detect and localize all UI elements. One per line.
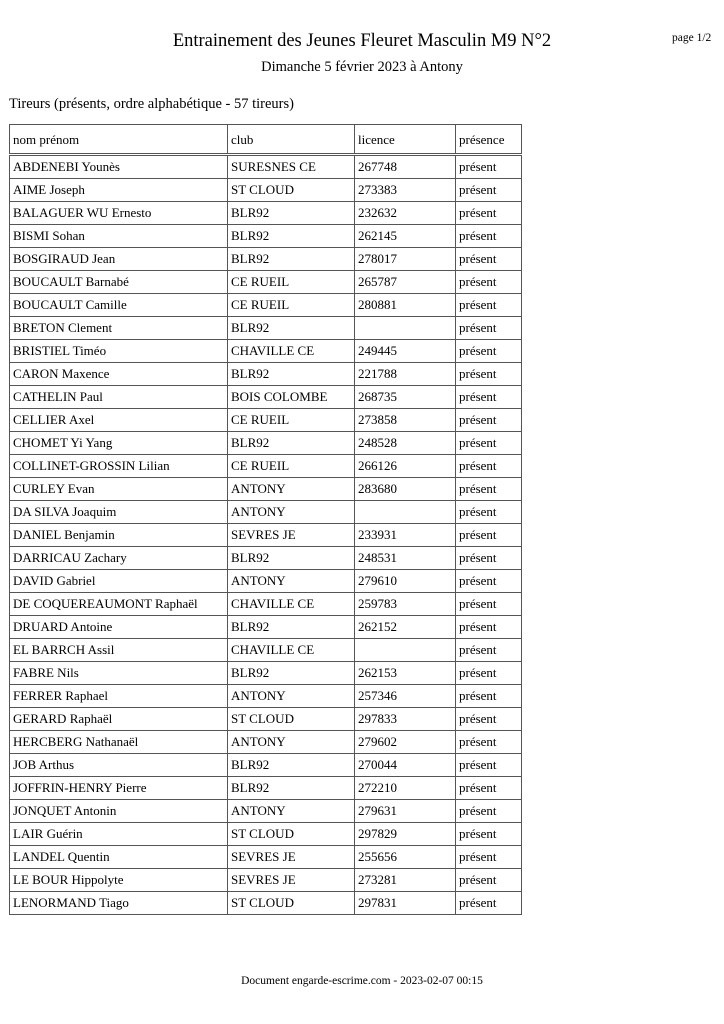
cell-licence: 257346	[355, 685, 456, 708]
cell-name: JONQUET Antonin	[10, 800, 228, 823]
table-row	[10, 892, 522, 915]
cell-name: LANDEL Quentin	[10, 846, 228, 869]
cell-club: BLR92	[228, 616, 355, 639]
cell-name: BRETON Clement	[10, 317, 228, 340]
cell-name: HERCBERG Nathanaël	[10, 731, 228, 754]
cell-club: CHAVILLE CE	[228, 639, 355, 662]
cell-licence: 273858	[355, 409, 456, 432]
cell-licence: 259783	[355, 593, 456, 616]
cell-name: BALAGUER WU Ernesto	[10, 202, 228, 225]
table-row	[10, 869, 522, 892]
cell-licence: 248531	[355, 547, 456, 570]
cell-name: BRISTIEL Timéo	[10, 340, 228, 363]
cell-presence: présent	[456, 179, 522, 202]
cell-presence: présent	[456, 731, 522, 754]
cell-licence	[355, 317, 456, 340]
cell-presence: présent	[456, 340, 522, 363]
cell-presence: présent	[456, 823, 522, 846]
cell-presence: présent	[456, 616, 522, 639]
cell-club: BLR92	[228, 432, 355, 455]
cell-name: CATHELIN Paul	[10, 386, 228, 409]
table-row	[10, 731, 522, 754]
table-row	[10, 248, 522, 271]
cell-name: DANIEL Benjamin	[10, 524, 228, 547]
cell-club: SEVRES JE	[228, 869, 355, 892]
cell-licence: 232632	[355, 202, 456, 225]
table-row	[10, 777, 522, 800]
cell-presence: présent	[456, 547, 522, 570]
table-row	[10, 202, 522, 225]
column-header-presence: présence	[456, 125, 522, 155]
cell-name: BOSGIRAUD Jean	[10, 248, 228, 271]
cell-club: BLR92	[228, 202, 355, 225]
table-row	[10, 685, 522, 708]
page-number: page 1/2	[672, 32, 712, 44]
cell-presence: présent	[456, 317, 522, 340]
table-row	[10, 363, 522, 386]
cell-presence: présent	[456, 800, 522, 823]
cell-name: LE BOUR Hippolyte	[10, 869, 228, 892]
table-row	[10, 478, 522, 501]
column-header-club: club	[228, 125, 355, 155]
cell-club: BLR92	[228, 225, 355, 248]
cell-name: ABDENEBI Younès	[10, 155, 228, 179]
table-row	[10, 524, 522, 547]
cell-club: BLR92	[228, 662, 355, 685]
column-header-name: nom prénom	[10, 125, 228, 155]
cell-club: SEVRES JE	[228, 846, 355, 869]
table-row	[10, 616, 522, 639]
table-row	[10, 547, 522, 570]
cell-presence: présent	[456, 294, 522, 317]
table-body	[10, 155, 522, 915]
table-row	[10, 708, 522, 731]
table-row	[10, 340, 522, 363]
table-row	[10, 639, 522, 662]
table-row	[10, 294, 522, 317]
table-row	[10, 271, 522, 294]
cell-licence: 267748	[355, 155, 456, 179]
table-row	[10, 570, 522, 593]
cell-licence: 265787	[355, 271, 456, 294]
cell-name: CARON Maxence	[10, 363, 228, 386]
document-footer: Document engarde-escrime.com - 2023-02-07 00:15	[241, 975, 483, 987]
cell-club: CHAVILLE CE	[228, 340, 355, 363]
cell-club: ST CLOUD	[228, 179, 355, 202]
cell-club: CE RUEIL	[228, 271, 355, 294]
cell-club: CHAVILLE CE	[228, 593, 355, 616]
cell-presence: présent	[456, 662, 522, 685]
cell-licence: 273383	[355, 179, 456, 202]
cell-club: CE RUEIL	[228, 294, 355, 317]
cell-name: BOUCAULT Barnabé	[10, 271, 228, 294]
table-row	[10, 317, 522, 340]
table-row	[10, 662, 522, 685]
cell-licence: 262145	[355, 225, 456, 248]
cell-presence: présent	[456, 432, 522, 455]
cell-club: SURESNES CE	[228, 155, 355, 179]
cell-presence: présent	[456, 593, 522, 616]
cell-club: ANTONY	[228, 478, 355, 501]
cell-presence: présent	[456, 409, 522, 432]
cell-club: ANTONY	[228, 685, 355, 708]
cell-name: FERRER Raphael	[10, 685, 228, 708]
cell-licence: 233931	[355, 524, 456, 547]
table-row	[10, 823, 522, 846]
cell-club: BLR92	[228, 248, 355, 271]
cell-presence: présent	[456, 869, 522, 892]
cell-name: LENORMAND Tiago	[10, 892, 228, 915]
cell-club: SEVRES JE	[228, 524, 355, 547]
table-row	[10, 846, 522, 869]
cell-licence: 270044	[355, 754, 456, 777]
table-row	[10, 386, 522, 409]
cell-licence: 278017	[355, 248, 456, 271]
cell-presence: présent	[456, 639, 522, 662]
cell-club: ANTONY	[228, 731, 355, 754]
cell-licence: 279602	[355, 731, 456, 754]
cell-name: AIME Joseph	[10, 179, 228, 202]
cell-club: CE RUEIL	[228, 409, 355, 432]
cell-licence: 297829	[355, 823, 456, 846]
cell-licence: 255656	[355, 846, 456, 869]
cell-name: JOB Arthus	[10, 754, 228, 777]
cell-presence: présent	[456, 455, 522, 478]
cell-name: CHOMET Yi Yang	[10, 432, 228, 455]
table-row	[10, 800, 522, 823]
cell-name: DA SILVA Joaquim	[10, 501, 228, 524]
cell-club: ANTONY	[228, 800, 355, 823]
cell-licence: 221788	[355, 363, 456, 386]
cell-presence: présent	[456, 386, 522, 409]
cell-club: ANTONY	[228, 501, 355, 524]
cell-licence: 283680	[355, 478, 456, 501]
cell-presence: présent	[456, 248, 522, 271]
cell-name: GERARD Raphaël	[10, 708, 228, 731]
cell-presence: présent	[456, 708, 522, 731]
cell-licence: 248528	[355, 432, 456, 455]
cell-presence: présent	[456, 271, 522, 294]
table-row	[10, 501, 522, 524]
cell-presence: présent	[456, 892, 522, 915]
fencers-table	[9, 124, 522, 915]
cell-licence: 262153	[355, 662, 456, 685]
cell-licence: 279610	[355, 570, 456, 593]
cell-club: BLR92	[228, 754, 355, 777]
table-row	[10, 155, 522, 179]
document-title: Entrainement des Jeunes Fleuret Masculin M9 N°2	[172, 31, 552, 51]
cell-licence: 272210	[355, 777, 456, 800]
cell-name: DE COQUEREAUMONT Raphaël	[10, 593, 228, 616]
cell-club: BLR92	[228, 777, 355, 800]
cell-club: ANTONY	[228, 570, 355, 593]
cell-club: BLR92	[228, 317, 355, 340]
cell-licence: 249445	[355, 340, 456, 363]
table-row	[10, 754, 522, 777]
cell-club: BOIS COLOMBE	[228, 386, 355, 409]
cell-licence: 266126	[355, 455, 456, 478]
cell-name: EL BARRCH Assil	[10, 639, 228, 662]
cell-club: BLR92	[228, 363, 355, 386]
cell-club: ST CLOUD	[228, 823, 355, 846]
table-row	[10, 225, 522, 248]
cell-name: DRUARD Antoine	[10, 616, 228, 639]
cell-licence: 273281	[355, 869, 456, 892]
table-row	[10, 455, 522, 478]
cell-name: BISMI Sohan	[10, 225, 228, 248]
document-subtitle: Dimanche 5 février 2023 à Antony	[261, 59, 463, 75]
cell-presence: présent	[456, 777, 522, 800]
cell-presence: présent	[456, 202, 522, 225]
cell-presence: présent	[456, 846, 522, 869]
cell-licence: 279631	[355, 800, 456, 823]
cell-name: DAVID Gabriel	[10, 570, 228, 593]
cell-presence: présent	[456, 225, 522, 248]
cell-name: FABRE Nils	[10, 662, 228, 685]
cell-licence: 297831	[355, 892, 456, 915]
cell-licence: 262152	[355, 616, 456, 639]
cell-licence: 268735	[355, 386, 456, 409]
cell-presence: présent	[456, 478, 522, 501]
cell-club: BLR92	[228, 547, 355, 570]
cell-presence: présent	[456, 501, 522, 524]
cell-name: LAIR Guérin	[10, 823, 228, 846]
cell-name: CURLEY Evan	[10, 478, 228, 501]
cell-presence: présent	[456, 685, 522, 708]
cell-presence: présent	[456, 570, 522, 593]
cell-name: COLLINET-GROSSIN Lilian	[10, 455, 228, 478]
cell-licence	[355, 501, 456, 524]
cell-presence: présent	[456, 524, 522, 547]
column-header-licence: licence	[355, 125, 456, 155]
cell-name: DARRICAU Zachary	[10, 547, 228, 570]
cell-presence: présent	[456, 155, 522, 179]
table-row	[10, 179, 522, 202]
cell-presence: présent	[456, 754, 522, 777]
cell-licence: 297833	[355, 708, 456, 731]
table-row	[10, 409, 522, 432]
cell-name: CELLIER Axel	[10, 409, 228, 432]
table-row	[10, 432, 522, 455]
cell-club: ST CLOUD	[228, 892, 355, 915]
cell-name: JOFFRIN-HENRY Pierre	[10, 777, 228, 800]
cell-licence	[355, 639, 456, 662]
cell-presence: présent	[456, 363, 522, 386]
cell-club: CE RUEIL	[228, 455, 355, 478]
cell-club: ST CLOUD	[228, 708, 355, 731]
cell-licence: 280881	[355, 294, 456, 317]
cell-name: BOUCAULT Camille	[10, 294, 228, 317]
table-row	[10, 593, 522, 616]
section-title: Tireurs (présents, ordre alphabétique - 57 tireurs)	[9, 96, 294, 112]
table-header-row	[10, 125, 522, 155]
